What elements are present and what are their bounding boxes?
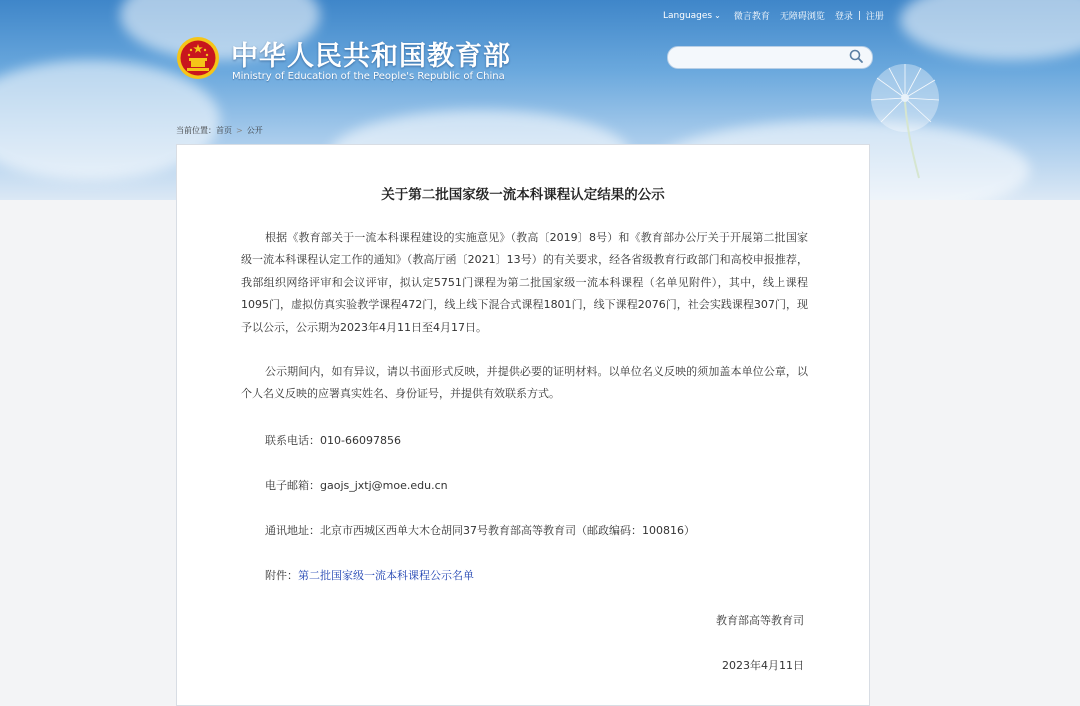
accessible-browsing-link[interactable]: 无障碍浏览: [779, 12, 825, 22]
attachment: [265, 567, 474, 583]
site-title: 中华人民共和国教育部: [231, 41, 511, 72]
breadcrumb-label: 当前位置：: [176, 126, 216, 135]
contact-email: [265, 477, 448, 493]
chevron-down-icon[interactable]: ⌄: [714, 11, 721, 20]
register-link[interactable]: 注册: [865, 12, 884, 22]
phone-label: 联系电话：: [265, 434, 320, 447]
breadcrumb-current-link[interactable]: 公开: [246, 126, 263, 135]
breadcrumb-separator: >: [236, 126, 243, 135]
login-link[interactable]: 登录: [834, 12, 853, 22]
address-value: 北京市西城区西单大木仓胡同37号教育部高等教育司（邮政编码：100816）: [320, 524, 695, 537]
signature: 教育部高等教育司: [716, 614, 804, 627]
article-paragraph-1: 根据《教育部关于一流本科课程建设的实施意见》（教高〔2019〕8号）和《教育部办公厅关于开展第二批国家级一流本科课程认定工作的通知》（教高厅函〔2021〕13号）的有关要求，经各省级教育行政部门和高校申报推荐，我部组织网络评审和会议评审，拟认定5751门课程为第二批国家级一流本科课程（名单见附件），其中，线上课程1095门，虚拟仿真实验教学课程472门，线上线下混合式课程1801门，线下课程2076门，社会实践课程307门，现予以公示，公示期为2023年4月11日至4月17日。: [241, 231, 808, 334]
article-title: 关于第二批国家级一流本科课程认定结果的公示: [381, 187, 665, 203]
attachment-link[interactable]: 第二批国家级一流本科课程公示名单: [298, 569, 474, 582]
site-subtitle: Ministry of Education of the People's Republic of China: [232, 71, 505, 82]
address-label: 通讯地址：: [265, 524, 320, 537]
national-emblem-icon: [176, 36, 220, 80]
publish-date: 2023年4月11日: [722, 659, 804, 672]
phone-value: 010-66097856: [320, 434, 401, 447]
top-links: [663, 9, 884, 22]
contact-address: [265, 522, 695, 538]
languages-link[interactable]: Languages: [663, 10, 713, 21]
cloud-decoration: [900, 0, 1080, 60]
article-paragraph-2: 公示期间内，如有异议，请以书面形式反映，并提供必要的证明材料。以单位名义反映的须加盖本单位公章，以个人名义反映的应署真实姓名、身份证号，并提供有效联系方式。: [241, 365, 808, 401]
email-value: gaojs_jxtj@moe.edu.cn: [320, 479, 448, 492]
article-panel: [176, 144, 870, 706]
attachment-label: 附件：: [265, 569, 298, 582]
breadcrumb: [176, 125, 263, 136]
top-links-divider: |: [857, 10, 861, 21]
breadcrumb-home-link[interactable]: 首页: [216, 126, 232, 135]
contact-phone: [265, 432, 401, 448]
email-label: 电子邮箱：: [265, 479, 320, 492]
weibo-link[interactable]: 微言教育: [733, 12, 770, 22]
